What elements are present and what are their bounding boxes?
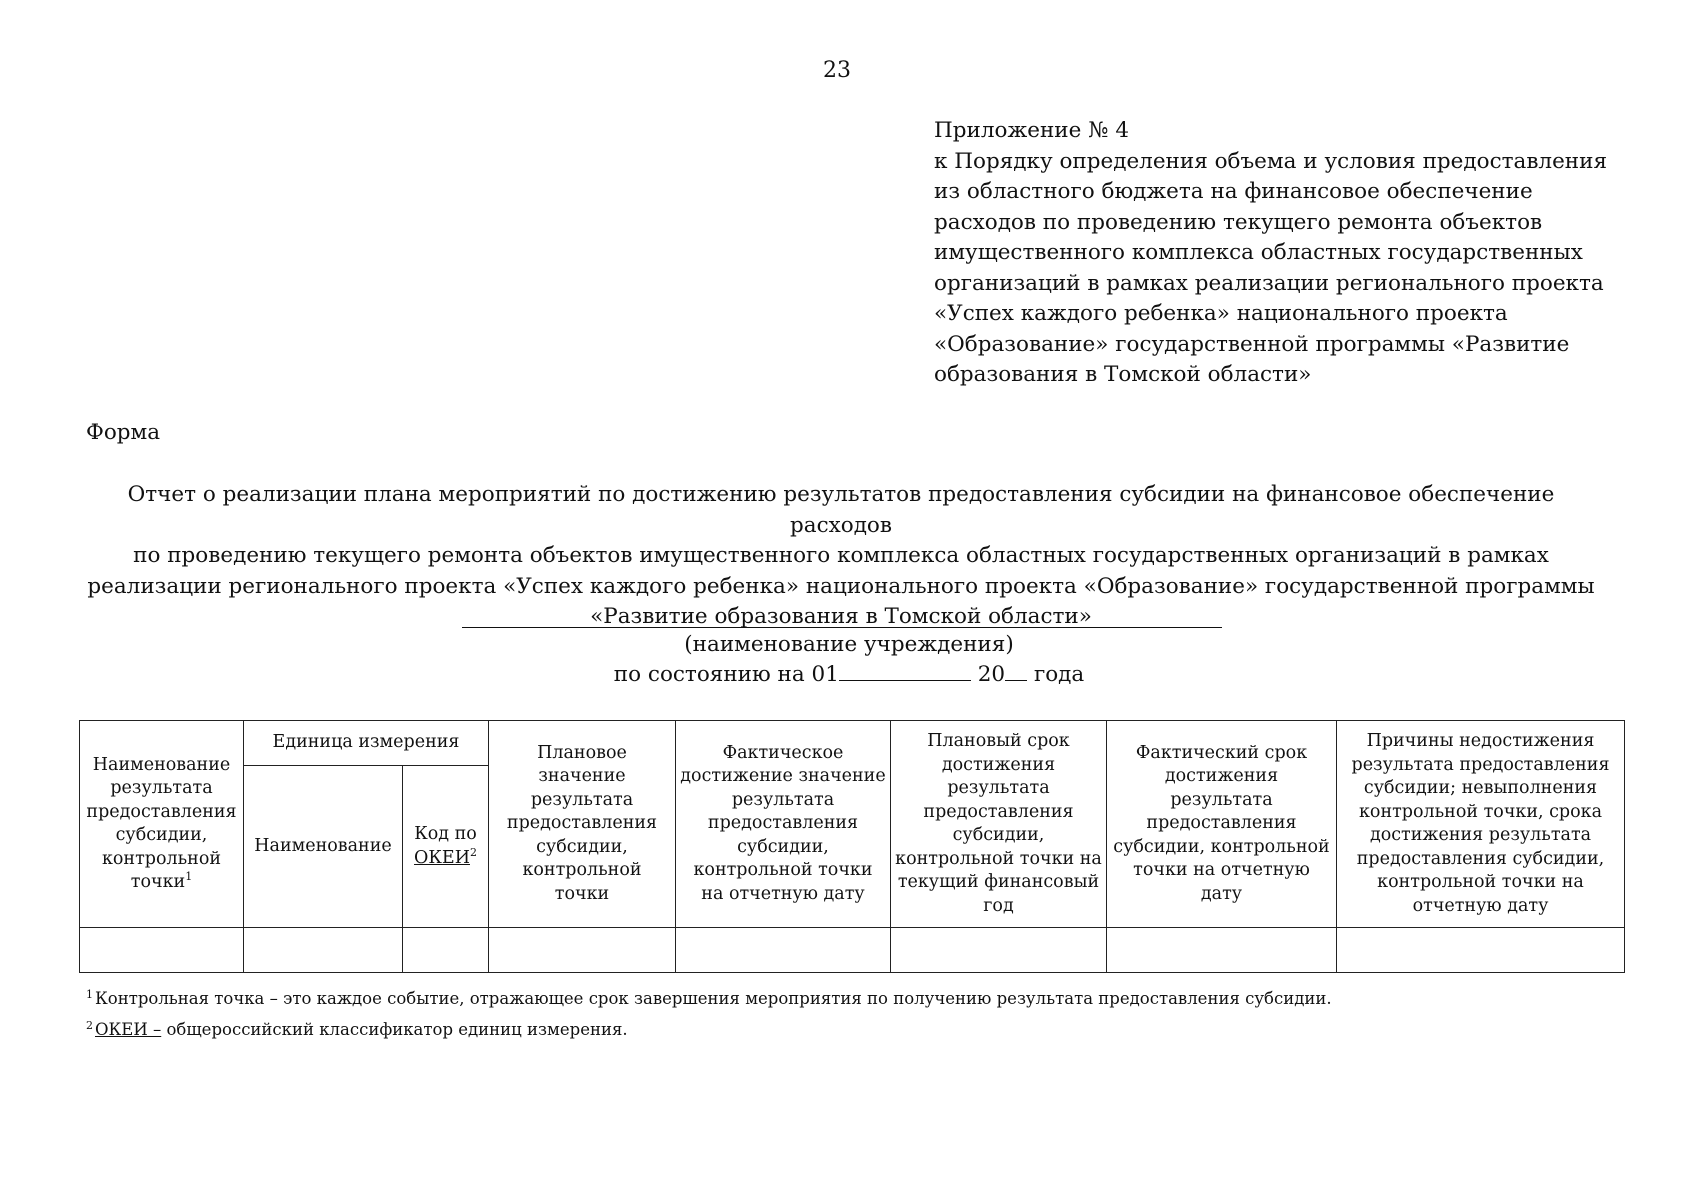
report-title-line: реализации регионального проекта «Успех каждого ребенка» национального проекта «Образование» государственной программы xyxy=(87,573,1595,599)
header-planned-value: Плановое значение результата предоставления субсидии, контрольной точки xyxy=(489,721,676,928)
footnote-2: $^2$ ОКЕИ – общероссийский классификатор единиц измерения. xyxy=(86,1018,628,1039)
header-unit-group: Единица измерения xyxy=(244,721,489,766)
appendix-header xyxy=(934,116,1634,391)
table-cell[interactable] xyxy=(403,928,489,973)
header-actual-deadline: Фактический срок достижения результата предоставления субсидии, контрольной точки на отчетную дату xyxy=(1107,721,1337,928)
as-of-prefix: по состоянию на 01 xyxy=(613,662,839,687)
table-cell[interactable] xyxy=(1107,928,1337,973)
appendix-line: расходов по проведению текущего ремонта объектов xyxy=(934,209,1543,235)
appendix-line: «Образование» государственной программы «Развитие xyxy=(934,331,1570,357)
as-of-date xyxy=(0,662,1698,687)
table-cell[interactable] xyxy=(80,928,244,973)
header-unit-name: Наименование xyxy=(244,766,403,928)
header-actual-value: Фактическое достижение значение результата предоставления субсидии, контрольной точки на отчетную дату xyxy=(676,721,891,928)
as-of-year-prefix: 20 xyxy=(977,662,1006,687)
appendix-line: к Порядку определения объема и условия предоставления xyxy=(934,148,1608,174)
report-table xyxy=(79,720,1625,973)
table-cell[interactable] xyxy=(891,928,1107,973)
report-title xyxy=(76,480,1606,633)
okei-abbr: ОКЕИ xyxy=(414,847,470,868)
report-title-line: по проведению текущего ремонта объектов имущественного комплекса областных государственных организаций в рамках xyxy=(133,543,1549,568)
report-title-line: Отчет о реализации плана мероприятий по достижению результатов предоставления субсидии на финансовое обеспечение расходов xyxy=(127,482,1555,538)
header-result-name: Наименование результата предоставления субсидии, контрольной точки$^1$ xyxy=(80,721,244,928)
table-cell[interactable] xyxy=(244,928,403,973)
header-planned-deadline: Плановый срок достижения результата предоставления субсидии, контрольной точки на текущий финансовый год xyxy=(891,721,1107,928)
appendix-line: Приложение № 4 xyxy=(934,118,1130,143)
appendix-line: из областного бюджета на финансовое обеспечение xyxy=(934,179,1533,204)
table-cell[interactable] xyxy=(489,928,676,973)
appendix-line: имущественного комплекса областных государственных xyxy=(934,240,1583,265)
as-of-year-blank[interactable] xyxy=(1005,662,1027,681)
report-title-line: «Развитие образования в Томской области» xyxy=(590,604,1092,629)
header-reasons: Причины недостижения результата предоставления субсидии; невыполнения контрольной точки, срока достижения результата предоставления субсидии, контрольной точки на отчетную дату xyxy=(1337,721,1625,928)
appendix-line: «Успех каждого ребенка» национального проекта xyxy=(934,301,1508,326)
as-of-suffix: года xyxy=(1033,662,1085,687)
footnote-1: $^1$ Контрольная точка – это каждое событие, отражающее срок завершения мероприятия по получению результата предоставления субсидии. xyxy=(86,987,1332,1008)
footnotes xyxy=(86,983,1332,1045)
page-number xyxy=(0,58,1698,83)
institution-caption: (наименование учреждения) xyxy=(684,632,1014,657)
as-of-month-blank[interactable] xyxy=(839,662,971,681)
footnote-ref-2: 2 xyxy=(469,845,477,859)
table-cell[interactable] xyxy=(676,928,891,973)
appendix-line: организаций в рамках реализации регионального проекта xyxy=(934,270,1604,296)
footnote-ref-1: 1 xyxy=(185,870,193,884)
form-label: Форма xyxy=(86,420,161,445)
table-cell[interactable] xyxy=(1337,928,1625,973)
institution-name-blank[interactable] xyxy=(462,627,1222,628)
appendix-line: образования в Томской области» xyxy=(934,362,1312,387)
table-row xyxy=(80,928,1625,973)
header-unit-code: Код по ОКЕИ$^2$ xyxy=(403,766,489,928)
page-number-text: 23 xyxy=(823,58,851,83)
